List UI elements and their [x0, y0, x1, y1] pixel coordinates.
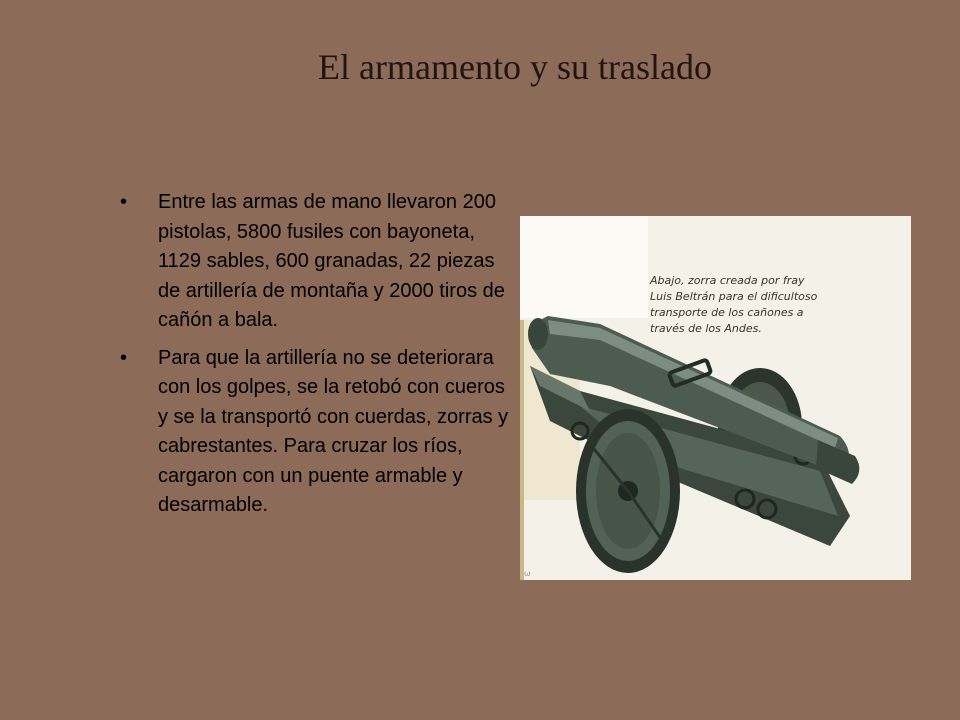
slide-title: El armamento y su traslado: [318, 47, 712, 87]
caption-line: Abajo, zorra creada por fray: [650, 274, 805, 287]
caption-line: transporte de los cañones a: [650, 306, 804, 319]
caption-line: Luis Beltrán para el dificultoso: [650, 290, 818, 303]
bullet-item: [118, 344, 518, 521]
bullet-item: [118, 188, 518, 336]
bullet-dot: •: [120, 191, 128, 213]
photo-caption: [650, 273, 890, 337]
cannon-illustration-icon: [520, 216, 911, 580]
svg-text:ω: ω: [524, 569, 531, 578]
bullet-dot: •: [120, 346, 128, 369]
front-wheel: [576, 409, 680, 573]
bullet-text: Entre las armas de mano llevaron 200 pistolas, 5800 fusiles con bayoneta, 1129 sables, 600 granadas, 22 piezas de artillería de montaña y 2000 tiros de cañón a bala.: [158, 191, 505, 331]
bullet-list: [118, 188, 518, 529]
bullet-text: Para que la artillería no se deteriorara con los golpes, se la retobó con cueros y se la transportó con cuerdas, zorras y cabrestantes. Para cruzar los ríos, cargaron con un puente armable y desarmable.: [158, 346, 509, 516]
caption-line: través de los Andes.: [650, 322, 762, 335]
cannon-photo: [520, 216, 911, 580]
